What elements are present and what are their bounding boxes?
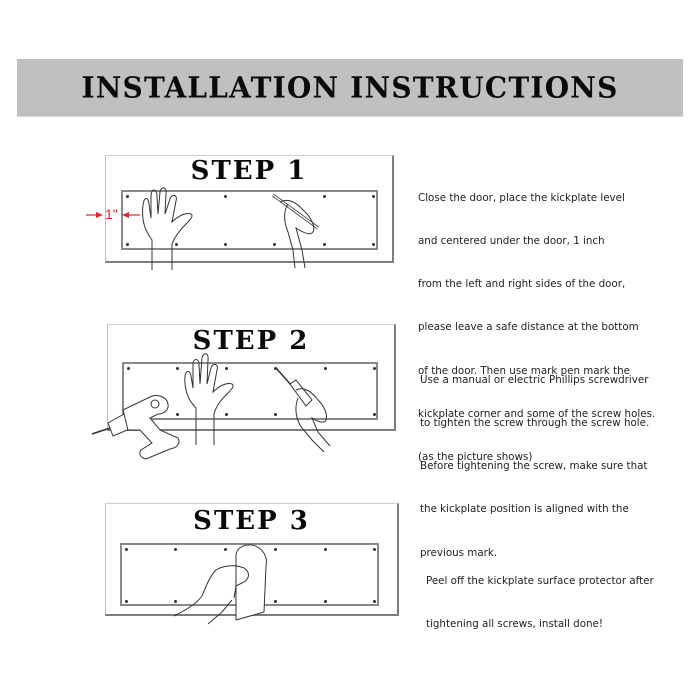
step-3-line: Peel off the kickplate surface protector after <box>426 574 654 587</box>
screw-hole <box>274 548 277 551</box>
screw-hole <box>273 243 276 246</box>
screw-hole <box>176 413 179 416</box>
step-2-line: to tighten the screw through the screw hole. <box>420 417 650 430</box>
screw-hole <box>273 195 276 198</box>
screw-hole <box>274 367 277 370</box>
step-1-line: of the door. Then use mark pen mark the <box>418 364 630 377</box>
kickplate <box>122 362 378 420</box>
step-2-line: Use a manual or electric Phillips screwdriver <box>420 373 649 386</box>
screw-hole <box>324 600 327 603</box>
step-3-title: STEP 3 <box>193 506 310 536</box>
screw-hole <box>324 367 327 370</box>
screw-hole <box>125 600 128 603</box>
step-1-title: STEP 1 <box>190 156 308 186</box>
screw-hole <box>274 413 277 416</box>
step-1-line: from the left and right sides of the door, <box>418 278 626 291</box>
screw-hole <box>225 413 228 416</box>
screw-hole <box>126 195 129 198</box>
step-1-line: please leave a safe distance at the bottom <box>418 321 639 334</box>
screw-hole <box>373 413 376 416</box>
screw-hole <box>174 548 177 551</box>
screw-hole <box>373 548 376 551</box>
step-2-description <box>420 344 649 575</box>
screw-hole <box>324 548 327 551</box>
step-2-line: previous mark. <box>420 546 498 559</box>
kickplate <box>121 190 378 250</box>
page-title: INSTALLATION INSTRUCTIONS <box>81 70 619 105</box>
step-1-illustration <box>105 155 394 263</box>
screw-hole <box>174 600 177 603</box>
step-1-line: and centered under the door, 1 inch <box>418 235 605 248</box>
screw-hole <box>176 367 179 370</box>
screw-hole <box>175 243 178 246</box>
header-banner <box>17 59 683 117</box>
step-1-line: Close the door, place the kickplate level <box>418 191 625 204</box>
step-2-line: Before tightening the screw, make sure that <box>420 460 648 473</box>
step-1-line: (as the picture shows) <box>418 451 533 464</box>
step-2-line: the kickplate position is aligned with the <box>420 503 629 516</box>
screw-hole <box>373 600 376 603</box>
screw-hole <box>127 367 130 370</box>
screw-hole <box>373 367 376 370</box>
step-2-title: STEP 2 <box>192 326 310 356</box>
screw-hole <box>224 195 227 198</box>
screw-hole <box>274 600 277 603</box>
screw-hole <box>224 243 227 246</box>
screw-hole <box>224 548 227 551</box>
screw-hole <box>126 243 129 246</box>
screw-hole <box>125 548 128 551</box>
screw-hole <box>323 243 326 246</box>
screw-hole <box>225 367 228 370</box>
step-2-illustration <box>107 324 396 431</box>
kickplate <box>120 543 379 606</box>
screw-hole <box>372 243 375 246</box>
screw-hole <box>372 195 375 198</box>
step-1-line: kickplate corner and some of the screw holes. <box>418 407 656 420</box>
screw-hole <box>323 195 326 198</box>
step-3-illustration <box>105 503 399 616</box>
measurement-label: 1" <box>105 206 118 222</box>
step-3-line: tightening all screws, install done! <box>426 618 603 631</box>
step-3-description <box>426 545 654 646</box>
